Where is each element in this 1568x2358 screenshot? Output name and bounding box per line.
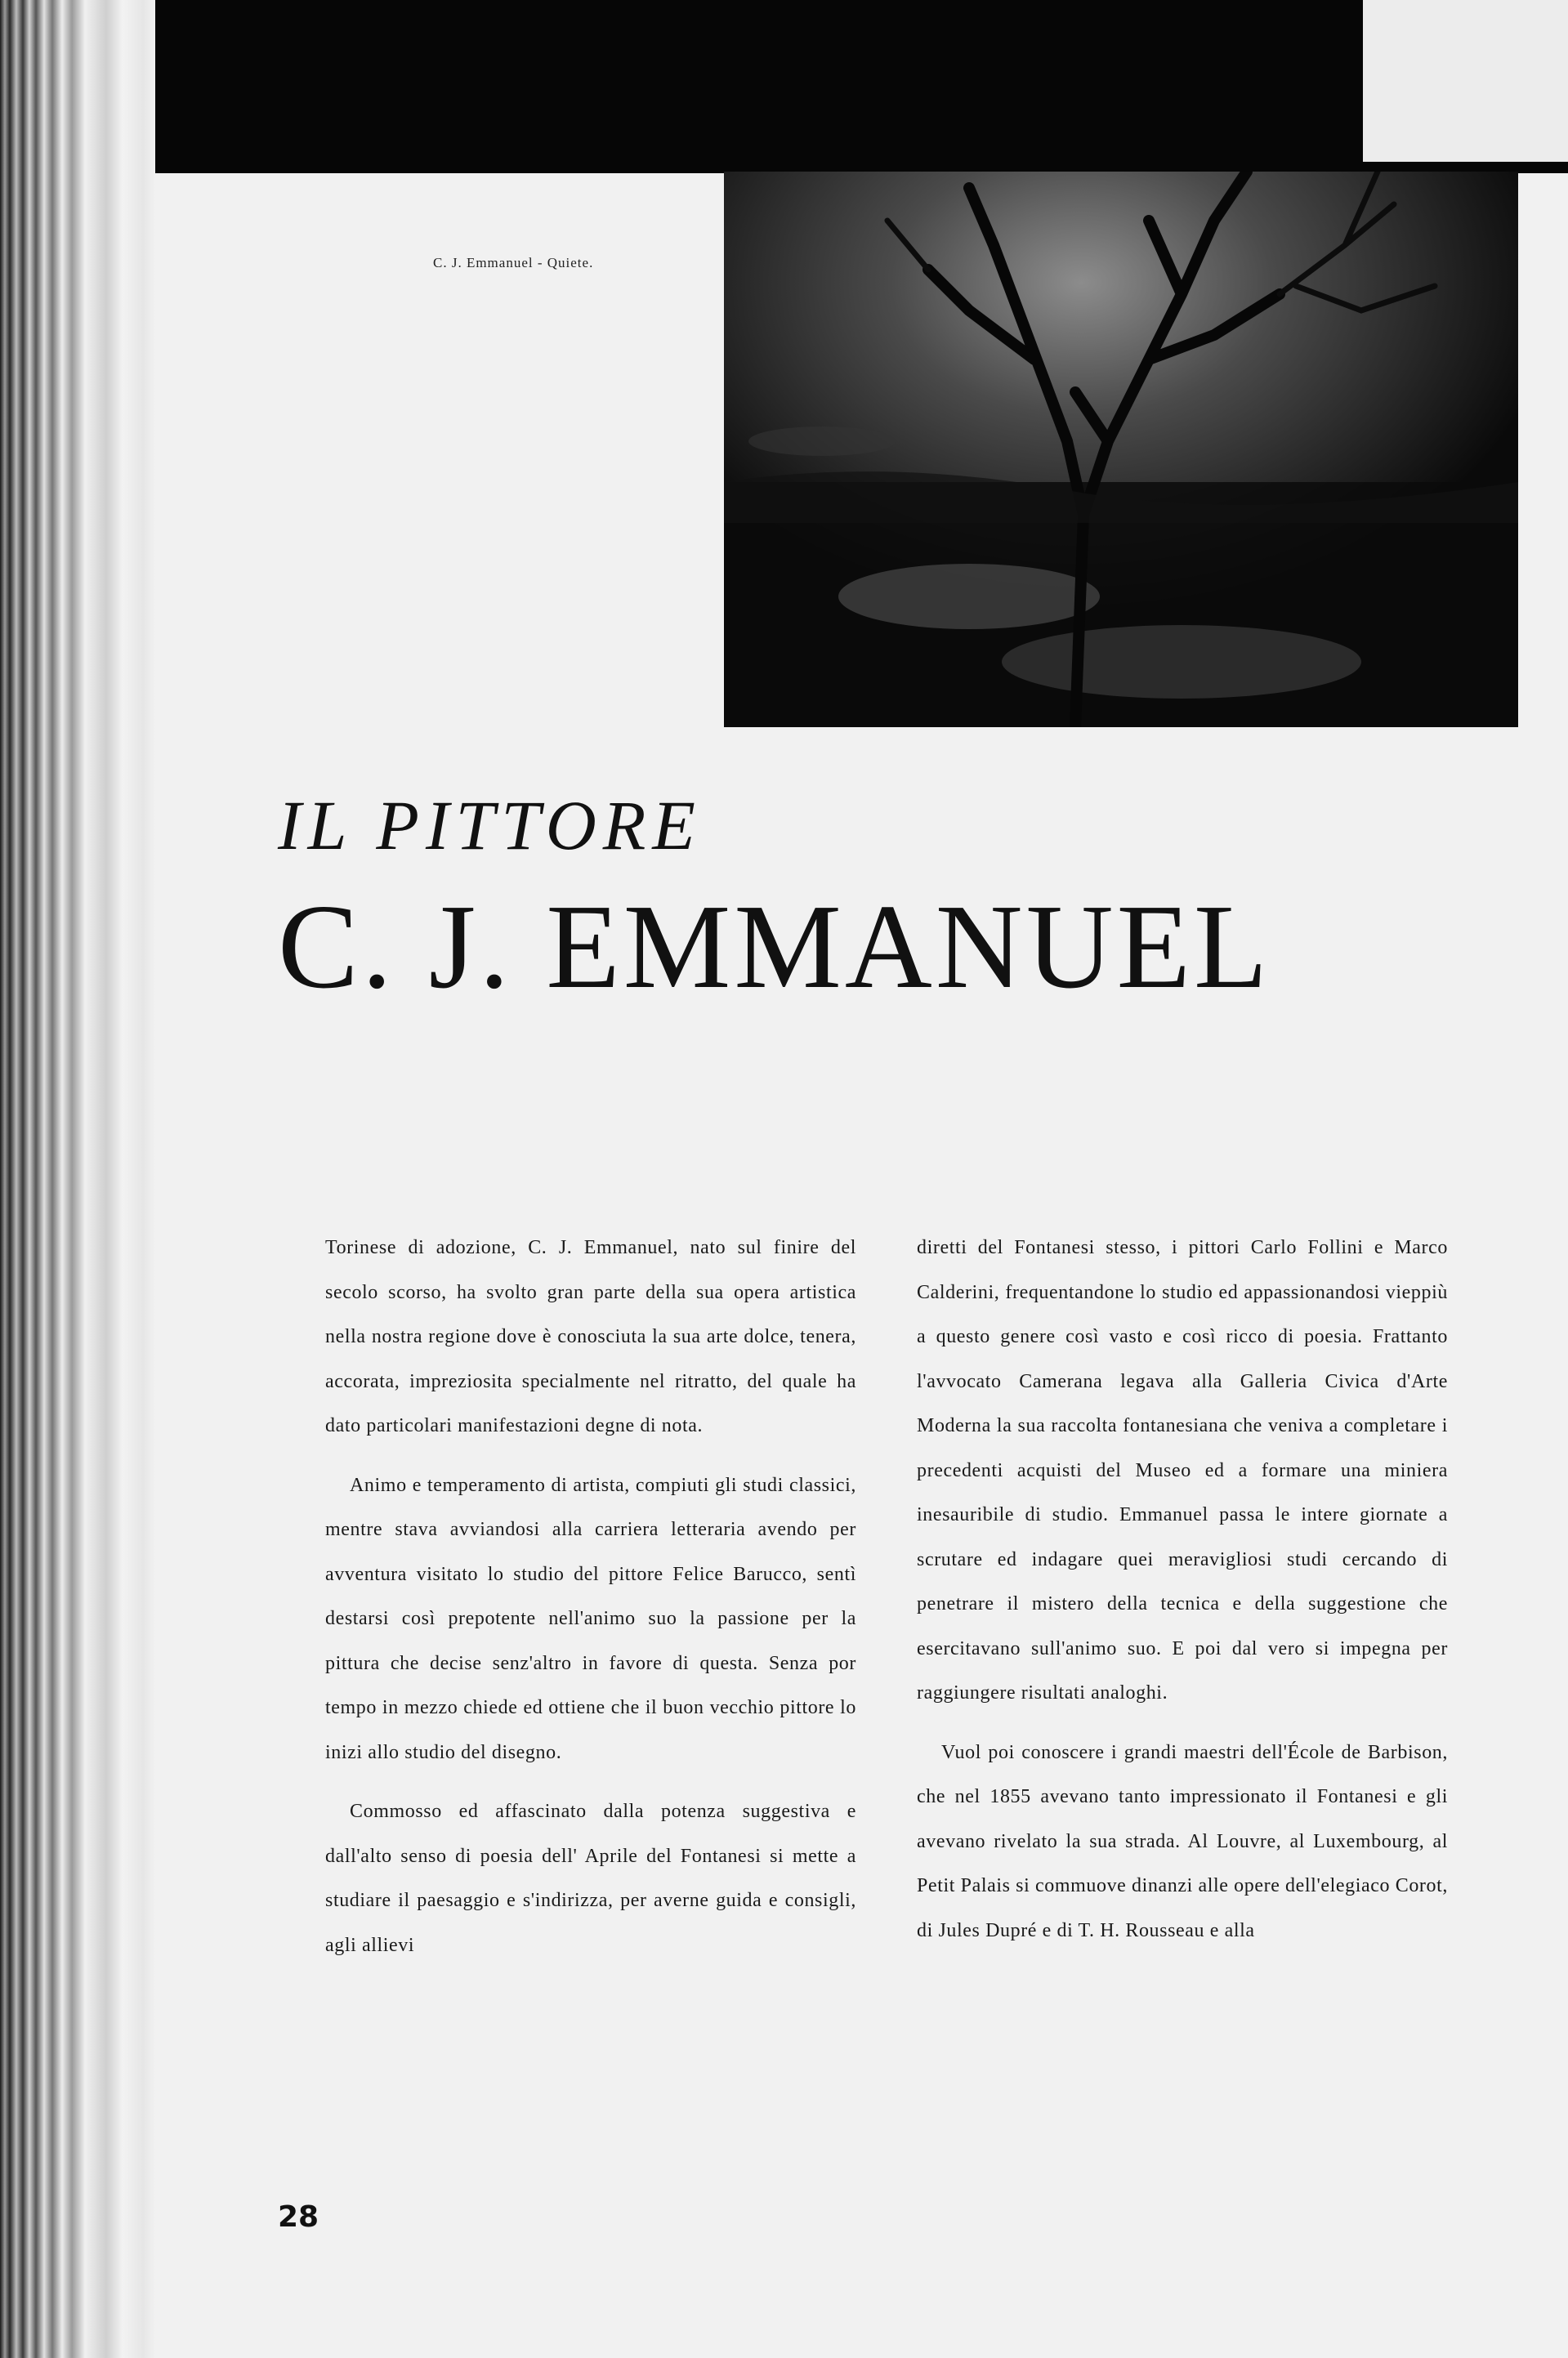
article-title-line2: C. J. EMMANUEL <box>278 880 1271 1014</box>
paragraph: Animo e temperamento di artista, compiuti gli studi classici, mentre stava avviandosi alla carriera letteraria avendo per avventura visitato lo studio del pittore Felice Barucco, sentì destarsi così prepotente nell'animo suo la passione per la pittura che decise senz'altro in favore di questa. Senza por tempo in mezzo chiede ed ottiene che il buon vecchio pittore lo inizi allo studio del disegno. <box>325 1474 856 1763</box>
paragraph: diretti del Fontanesi stesso, i pittori Carlo Follini e Marco Calderini, frequentandone lo studio ed appassionandosi vieppiù a questo genere così vasto e così ricco di poesia. Frattanto l'avvocato Camerana legava alla Galleria Civica d'Arte Moderna la sua raccolta fontanesiana che veniva a completare i precedenti acquisti del Museo ed a formare una miniera inesauribile di studio. Emmanuel passa le intere giornate a scrutare ed indagare quei meravigliosi studi cercando di penetrare il mistero della tecnica e della suggestione che esercitavano sull'animo suo. E poi dal vero si impegna per raggiungere risultati analoghi. <box>917 1237 1448 1704</box>
paragraph: Commosso ed affascinato dalla potenza suggestiva e dall'alto senso di poesia dell' Aprile del Fontanesi si mette a studiare il paesaggio e s'indirizza, per averne guida e consigli, agli allievi <box>325 1801 856 1956</box>
paragraph: Torinese di adozione, C. J. Emmanuel, nato sul finire del secolo scorso, ha svolto gran parte della sua opera artistica nella nostra regione dove è conosciuta la sua arte dolce, tenera, accorata, impreziosita specialmente nel ritratto, del quale ha dato particolari manifestazioni degne di nota. <box>325 1237 856 1436</box>
article-title-line1: IL PITTORE <box>278 786 702 864</box>
photo-caption: C. J. Emmanuel - Quiete. <box>433 255 594 270</box>
article-column-right <box>917 1226 1448 1967</box>
scan-border-top <box>0 0 1568 173</box>
article-column-left <box>325 1226 856 1982</box>
page-number: 28 <box>278 2200 319 2234</box>
scan-border-corner <box>1363 0 1568 162</box>
painting-reproduction <box>724 172 1518 727</box>
book-spine-edge <box>0 0 155 2358</box>
paragraph: Vuol poi conoscere i grandi maestri dell'École de Barbison, che nel 1855 avevano tanto impressionato il Fontanesi e gli avevano rivelato la sua strada. Al Louvre, al Luxembourg, al Petit Palais si commuove dinanzi alle opere dell'elegiaco Corot, di Jules Dupré e di T. H. Rousseau e alla <box>917 1741 1448 1941</box>
landscape-painting-image <box>724 172 1518 727</box>
